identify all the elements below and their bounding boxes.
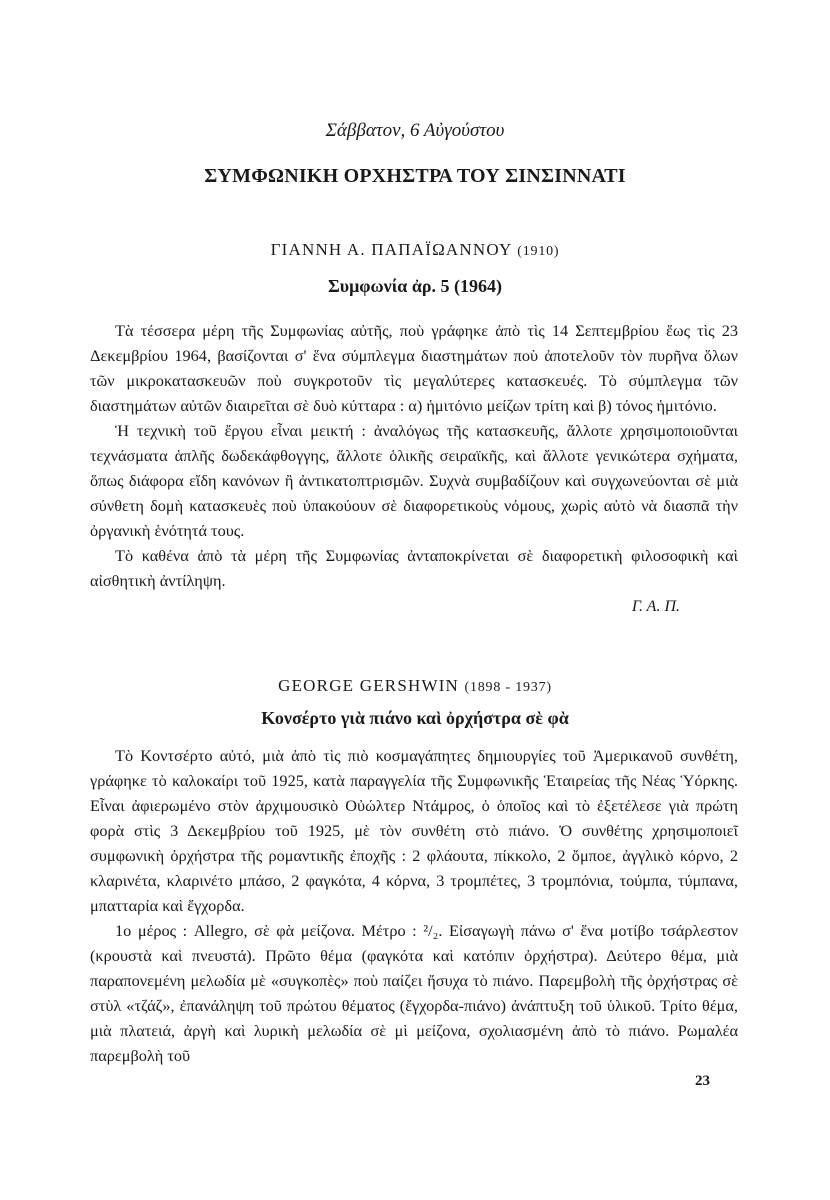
author-initials: Γ. Α. Π. [631, 598, 680, 615]
paragraph: Τὸ Κοντσέρτο αὐτό, μιὰ ἀπὸ τὶς πιὸ κοσμαγάπητες δημιουργίες τοῦ Ἀμερικανοῦ συνθέτη, γράφηκε τὸ καλοκαίρι τοῦ 1925, κατὰ παραγγελία τῆς Συμφωνικῆς Ἑταιρείας τῆς Νέας Ὑόρκης. Εἶναι ἀφιερωμένο στὸν ἀρχιμουσικὸ Οὐώλτερ Ντάμρος, ὁ ὁποῖος καὶ τὸ ἐξετέλεσε γιὰ πρώτη φορὰ στὶς 3 Δεκεμβρίου τοῦ 1925, μὲ τὸν συνθέτη στὸ πιάνο. Ὁ συνθέτης χρησιμοποιεῖ συμφωνικὴ ὀρχήστρα τῆς ρομαντικῆς ἐποχῆς : 2 φλάουτα, πίκκολο, 2 ὄμποε, ἀγγλικὸ κόρνο, 2 κλαρινέτα, κλαρινέτο μπάσο, 2 φαγκότα, 4 κόρνα, 3 τρομπέτες, 3 τρομπόνια, τούμπα, τύμπανα, μπατταρία καὶ ἔγχορδα. [90, 746, 738, 915]
composer-heading-2 [0, 676, 830, 696]
work-title-1: Συμφωνία ἀρ. 5 (1964) [327, 276, 503, 296]
paragraph: Ἡ τεχνικὴ τοῦ ἔργου εἶναι μεικτή : ἀναλόγως τῆς κατασκευῆς, ἄλλοτε χρησιμοποιοῦνται τεχνάσματα ἁπλῆς δωδεκάφθογγης, ἄλλοτε ὁλικῆς σειραϊκῆς, καὶ ἄλλοτε γενικώτερα σχήματα, ὅπως διάφορα εἴδη κανόνων ἢ ἀντικατοπτρισμῶν. Συχνὰ συμβαδίζουν καὶ συγχωνεύονται σὲ μιὰ σύνθετη δομὴ κατασκευὲς ποὺ ὑπακούουν σὲ διαφορετικοὺς νόμους, χωρὶς αὐτὸ νὰ διασπᾶ τὴν ὀργανικὴ ἑνότητά τους. [90, 421, 738, 540]
page-number: 23 [695, 1073, 710, 1089]
composer-name: ΓΙΑΝΝΗ Α. ΠΑΠΑΪΩΑΝΝΟΥ [270, 240, 512, 259]
composer-years: (1910) [517, 244, 560, 259]
composer-heading-1 [0, 240, 830, 260]
composer-years: (1898 - 1937) [464, 680, 552, 695]
concert-date: Σάββατον, 6 Αὐγούστου [325, 120, 505, 141]
orchestra-title: ΣΥΜΦΩΝΙΚΗ ΟΡΧΗΣΤΡΑ ΤΟΥ ΣΙΝΣΙΝΝΑΤΙ [204, 165, 626, 187]
section2-text [90, 743, 738, 1068]
section1-text [90, 318, 738, 593]
paragraph: Τὰ τέσσερα μέρη τῆς Συμφωνίας αὐτῆς, ποὺ γράφηκε ἀπὸ τὶς 14 Σεπτεμβρίου ἕως τὶς 23 Δεκεμβρίου 1964, βασίζονται σ' ἕνα σύμπλεγμα διαστημάτων ποὺ ἀποτελοῦν τὸν πυρῆνα ὅλων τῶν μικροκατασκευῶν ποὺ συγκροτοῦν τὶς μεγαλύτερες κατασκευές. Τὸ σύμπλεγμα τῶν διαστημάτων αὐτῶν διαιρεῖται σὲ δυὸ κύτταρα : α) ἡμιτόνιο μείζων τρίτη καὶ β) τόνος ἡμιτόνιο. [90, 321, 738, 415]
work-title-2: Κονσέρτο γιὰ πιάνο καὶ ὀρχήστρα σὲ φὰ [261, 708, 569, 728]
composer-name: GEORGE GERSHWIN [278, 676, 460, 695]
paragraph: Τὸ καθένα ἀπὸ τὰ μέρη τῆς Συμφωνίας ἀνταποκρίνεται σὲ διαφορετικὴ φιλοσοφικὴ καὶ αἰσθητικὴ ἀντίληψη. [90, 546, 738, 590]
paragraph: 1ο μέρος : Allegro, σὲ φὰ μείζονα. Μέτρο : ²/₂. Εἰσαγωγὴ πάνω σ' ἕνα μοτίβο τσάρλεστον (κρουστὰ καὶ πνευστά). Πρῶτο θέμα (φαγκότα καὶ κατόπιν ὀρχήστρα). Δεύτερο θέμα, μιὰ παραπονεμένη μελωδία μὲ «συγκοπὲς» ποὺ παίζει ἤσυχα τὸ πιάνο. Παρεμβολὴ τῆς ὀρχήστρας σὲ στὺλ «τζάζ», ἐπανάληψη τοῦ πρώτου θέματος (ἔγχορδα-πιάνο) ἀνάπτυξη τοῦ ὑλικοῦ. Τρίτο θέμα, μιὰ πλατειά, ἀργὴ καὶ λυρικὴ μελωδία σὲ μὶ μείζονα, σχολιασμένη ἀπὸ τὸ πιάνο. Ρωμαλέα παρεμβολὴ τοῦ [90, 921, 738, 1065]
